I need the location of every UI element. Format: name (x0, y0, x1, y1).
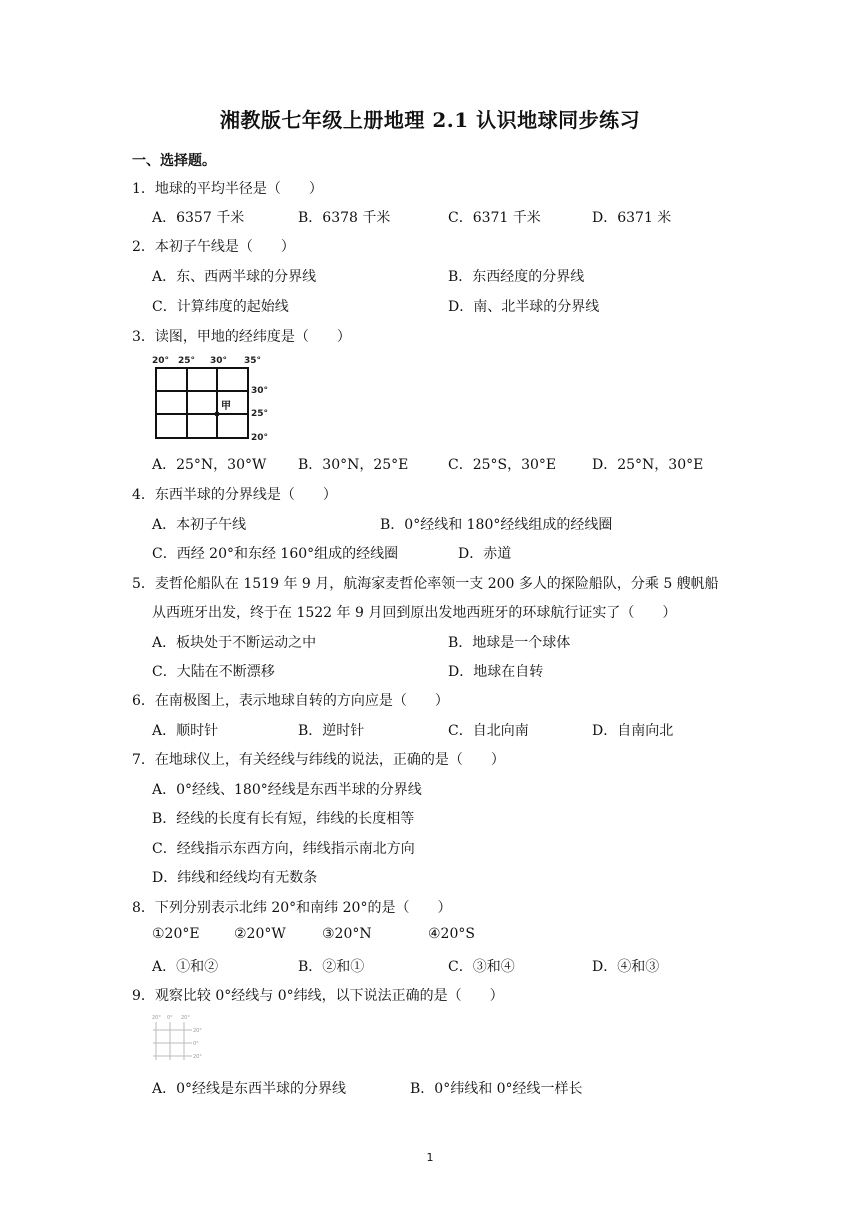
option-b: B．6378 千米 (298, 210, 391, 226)
question-3 (132, 326, 351, 346)
option-c: C．自北向南 (448, 723, 529, 739)
option-c: C．经线指示东西方向，纬线指示南北方向 (152, 841, 415, 857)
option-b: B．逆时针 (298, 723, 365, 739)
item-2: ②20°W (234, 926, 286, 942)
option-b: B．0°纬线和 0°经线一样长 (410, 1081, 583, 1097)
grid-top-label: 20° (152, 356, 170, 366)
question-text: 下列分别表示北纬 20°和南纬 20°的是（ ） (154, 900, 452, 916)
lat-long-grid-figure (150, 352, 275, 446)
grid-right-label: 0° (193, 1041, 199, 1047)
question-text: 东西半球的分界线是（ ） (154, 487, 337, 503)
grid-lines (153, 1022, 192, 1060)
question-8 (132, 897, 451, 917)
option-b: B．东西经度的分界线 (448, 269, 585, 285)
grid-right-label: 30° (251, 386, 269, 396)
question-5 (132, 573, 719, 593)
question-2 (132, 236, 295, 256)
option-d: D．自南向北 (592, 723, 674, 739)
option-a: A．25°N，30°W (152, 457, 267, 473)
question-number: 5． (132, 576, 155, 592)
grid-top-label: 0° (167, 1015, 173, 1021)
question-text: 观察比较 0°经线与 0°纬线，以下说法正确的是（ ） (154, 988, 504, 1004)
item-3: ③20°N (322, 926, 372, 942)
grid-top-label: 25° (178, 356, 196, 366)
grid-top-label: 20° (152, 1015, 161, 1021)
question-number: 3． (132, 329, 155, 345)
question-text: 在南极图上，表示地球自转的方向应是（ ） (154, 693, 449, 709)
option-d: D．赤道 (458, 546, 512, 562)
point-jia-marker (215, 412, 220, 417)
option-c: C．③和④ (448, 959, 515, 975)
question-text: 读图，甲地的经纬度是（ ） (154, 329, 351, 345)
question-1 (132, 178, 323, 198)
option-d: D．6371 米 (592, 210, 672, 226)
question-text: 本初子午线是（ ） (154, 239, 295, 255)
item-4: ④20°S (428, 926, 475, 942)
option-d: D．地球在自转 (448, 664, 544, 680)
question-text: 麦哲伦船队在 1519 年 9 月，航海家麦哲伦率领一支 200 多人的探险船队，分乘 5 艘帆船 (154, 576, 719, 592)
question-number: 1． (132, 181, 155, 197)
question-7 (132, 749, 505, 769)
option-c: C．大陆在不断漂移 (152, 664, 275, 680)
item-1: ①20°E (152, 926, 200, 942)
option-a: A．6357 千米 (152, 210, 245, 226)
grid-right-label: 20° (251, 433, 269, 443)
option-a: A．东、西两半球的分界线 (152, 269, 317, 285)
option-b: B．②和① (298, 959, 365, 975)
option-b: B．经线的长度有长有短，纬线的长度相等 (152, 811, 415, 827)
question-5-continuation: 从西班牙出发，终于在 1522 年 9 月回到原出发地西班牙的环球航行证实了（ ） (152, 605, 677, 621)
option-d: D．南、北半球的分界线 (448, 299, 600, 315)
option-a: A．①和② (152, 959, 219, 975)
option-d: D．④和③ (592, 959, 660, 975)
option-c: C．6371 千米 (448, 210, 541, 226)
option-d: D．25°N，30°E (592, 457, 704, 473)
question-6 (132, 690, 449, 710)
question-number: 6． (132, 693, 155, 709)
grid-right-label: 25° (251, 409, 269, 419)
grid-top-label: 20° (181, 1015, 190, 1021)
option-d: D．纬线和经线均有无数条 (152, 870, 318, 886)
question-number: 9． (132, 988, 155, 1004)
option-c: C．计算纬度的起始线 (152, 299, 289, 315)
grid-lines (156, 368, 248, 438)
point-jia-label: 甲 (221, 401, 231, 412)
page-title: 湘教版七年级上册地理 2.1 认识地球同步练习 (219, 108, 641, 132)
question-number: 4． (132, 487, 155, 503)
option-b: B．地球是一个球体 (448, 635, 571, 651)
option-b: B．0°经线和 180°经线组成的经线圈 (380, 517, 613, 533)
grid-top-label: 30° (210, 356, 228, 366)
page-number: 1 (426, 1151, 434, 1164)
question-number: 8． (132, 900, 155, 916)
equator-meridian-figure (150, 1012, 210, 1064)
option-a: A．本初子午线 (152, 517, 247, 533)
section-heading: 一、选择题。 (132, 153, 216, 169)
option-a: A．0°经线是东西半球的分界线 (152, 1081, 347, 1097)
grid-right-label: 20° (193, 1054, 202, 1060)
question-number: 2． (132, 239, 155, 255)
question-text: 在地球仪上，有关经线与纬线的说法，正确的是（ ） (154, 752, 505, 768)
option-a: A．顺时针 (152, 723, 219, 739)
option-a: A．板块处于不断运动之中 (152, 635, 317, 651)
option-c: C．西经 20°和东经 160°组成的经线圈 (152, 546, 399, 562)
grid-right-label: 20° (193, 1028, 202, 1034)
question-number: 7． (132, 752, 155, 768)
option-c: C．25°S，30°E (448, 457, 557, 473)
grid-top-label: 35° (244, 356, 262, 366)
question-text: 地球的平均半径是（ ） (154, 181, 323, 197)
question-9 (132, 985, 504, 1005)
option-b: B．30°N，25°E (298, 457, 409, 473)
option-a: A．0°经线、180°经线是东西半球的分界线 (152, 782, 422, 798)
question-4 (132, 484, 337, 504)
